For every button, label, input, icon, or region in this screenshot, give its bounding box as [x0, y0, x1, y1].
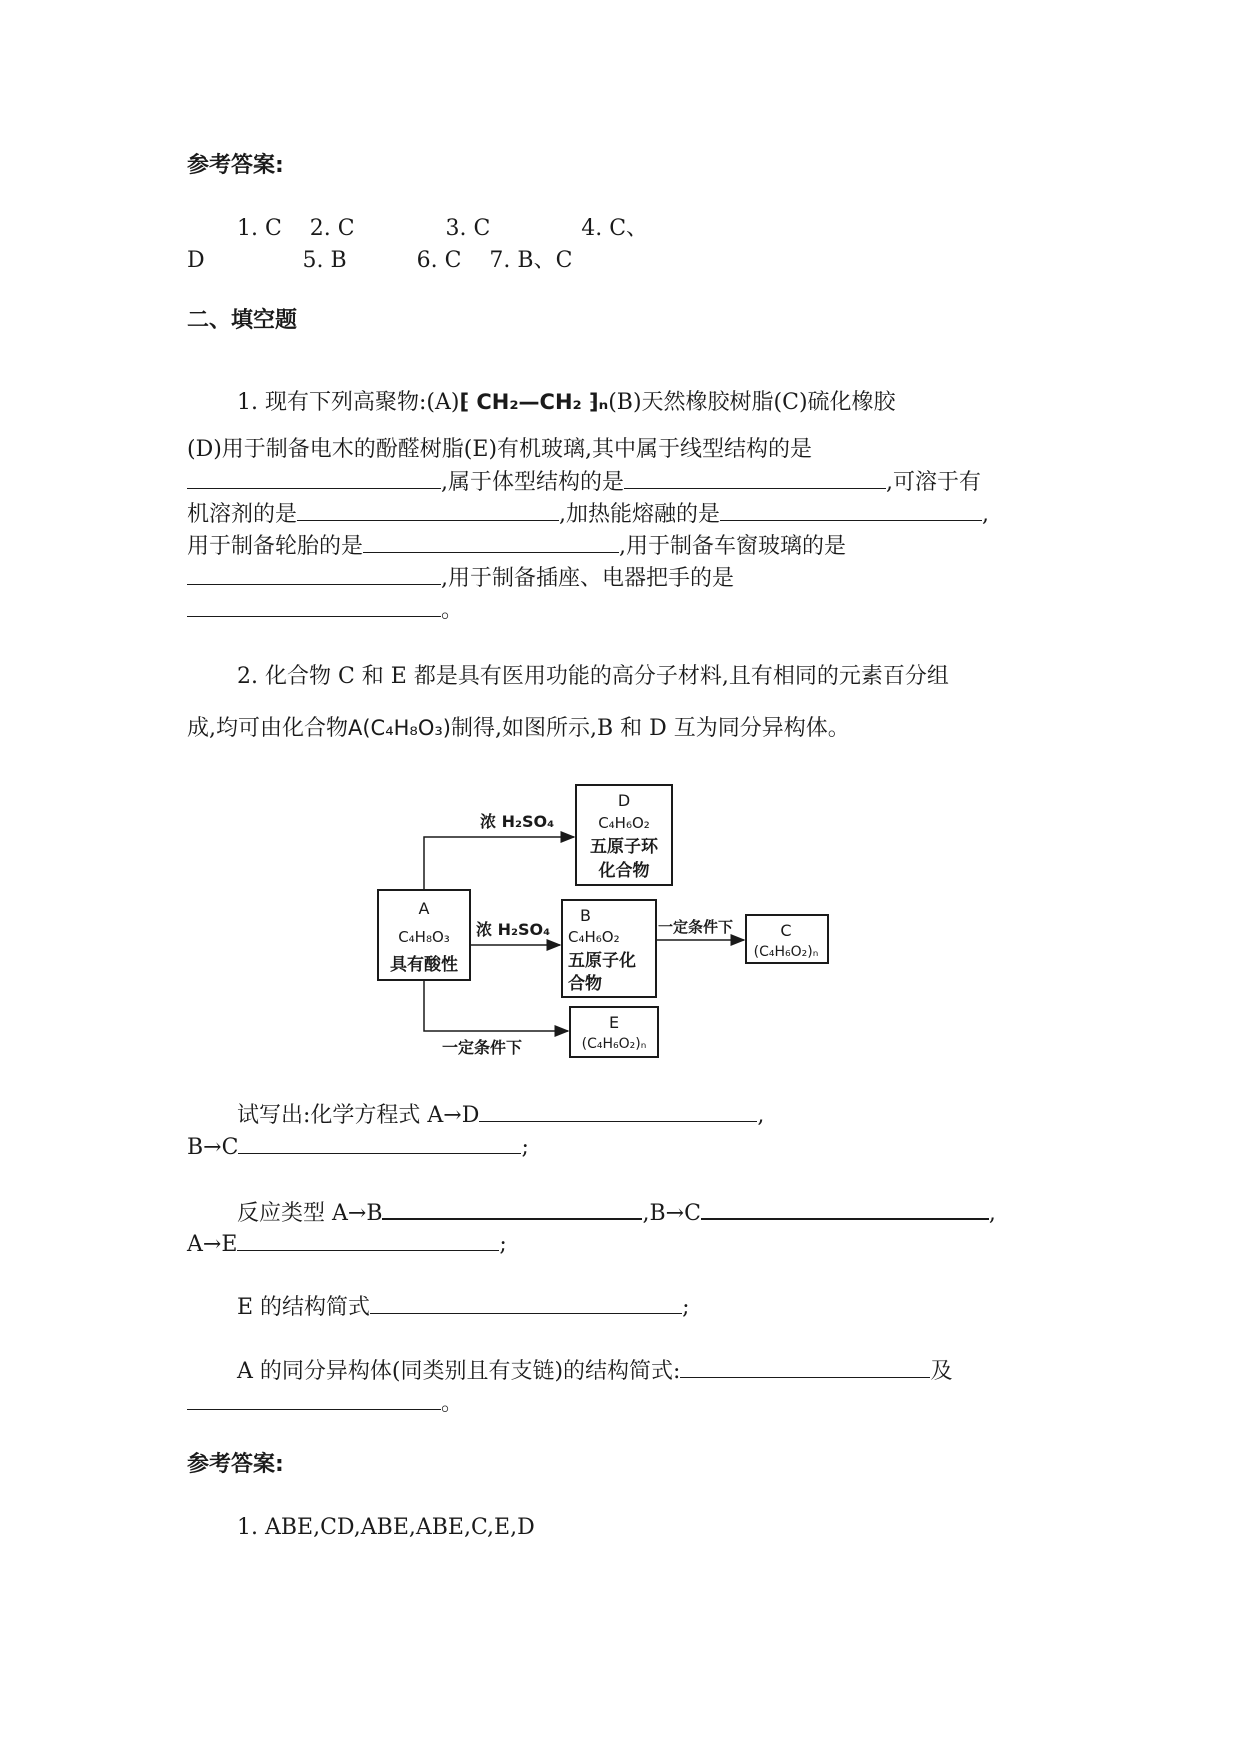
- blank-tires[interactable]: [363, 530, 619, 553]
- q1-line-5: [187, 530, 846, 563]
- box-a: [378, 890, 470, 980]
- box-b-note-2: 合物: [568, 974, 602, 994]
- q1-line-1: [187, 386, 896, 419]
- q2-rtype-mid: ,B→C: [642, 1201, 701, 1226]
- blank-b-to-c-equation[interactable]: [238, 1131, 521, 1154]
- polyethylene-formula: ⁅ CH₂—CH₂ ⁆ₙ: [459, 390, 609, 414]
- box-d: [576, 785, 672, 885]
- arrow-a-to-e-label: 一定条件下: [442, 1038, 523, 1057]
- q2-ae-line: [187, 1228, 507, 1261]
- compound-a-formula: A(C₄H₈O₃): [348, 716, 451, 740]
- blank-isomer-2[interactable]: [187, 1387, 441, 1410]
- q2-line-1: 2. 化合物 C 和 E 都是具有医用功能的高分子材料,且有相同的元素百分组: [237, 664, 949, 689]
- box-c: [746, 915, 828, 963]
- q1-line6-end: ,用于制备插座、电器把手的是: [441, 566, 734, 591]
- q1-line-2: (D)用于制备电木的酚醛树脂(E)有机玻璃,其中属于线型结构的是: [187, 437, 813, 462]
- box-e: [570, 1007, 658, 1057]
- arrow-a-to-b-label: 浓 H₂SO₄: [476, 920, 551, 939]
- blank-sockets-handles[interactable]: [187, 594, 441, 617]
- q1-line-4: [187, 498, 989, 531]
- blank-isomer-1[interactable]: [680, 1355, 930, 1378]
- q2-isomer-and: 及: [930, 1359, 953, 1384]
- answer-heading-2: 参考答案:: [187, 1452, 284, 1477]
- box-b-formula: C₄H₆O₂: [568, 928, 620, 946]
- q1-line-7: [187, 594, 463, 627]
- box-e-label: E: [608, 1013, 620, 1032]
- q1-line4-end: ,: [982, 502, 990, 527]
- q2-reaction-type-line: [187, 1196, 996, 1230]
- q2-line2-end: 制得,如图所示,B 和 D 互为同分异构体。: [451, 716, 850, 741]
- q1-suffix: (B)天然橡胶树脂(C)硫化橡胶: [608, 390, 896, 415]
- box-c-formula: (C₄H₆O₂)ₙ: [753, 944, 819, 960]
- blank-a-to-d-equation[interactable]: [479, 1099, 757, 1122]
- q2-write-start: 试写出:化学方程式 A→D: [237, 1103, 480, 1128]
- arrow-a-to-d: [424, 837, 574, 890]
- answer-q1: 1. ABE,CD,ABE,ABE,C,E,D: [237, 1515, 535, 1540]
- q2-isomer-period: 。: [441, 1391, 464, 1416]
- q2-ae-semicolon: ;: [499, 1232, 507, 1257]
- box-a-note: 具有酸性: [390, 955, 458, 975]
- q2-isomer-line: [187, 1355, 952, 1388]
- q1-line5-start: 用于制备轮胎的是: [187, 534, 364, 559]
- blank-linear-structure[interactable]: [187, 466, 441, 489]
- q2-rtype-start: 反应类型 A→B: [237, 1201, 383, 1226]
- q2-write-line: [187, 1099, 764, 1132]
- q2-bc-semicolon: ;: [521, 1135, 529, 1160]
- box-d-formula: C₄H₆O₂: [598, 814, 650, 832]
- q2-e-struct-line: [187, 1291, 689, 1324]
- box-b-note-1: 五原子化: [568, 951, 636, 971]
- q2-bc-line: [187, 1131, 529, 1164]
- blank-b-to-c-type[interactable]: [701, 1196, 989, 1220]
- section-heading-fill-blank: 二、填空题: [187, 308, 298, 333]
- q1-line-6: [187, 562, 734, 595]
- blank-soluble-organic[interactable]: [297, 498, 559, 521]
- arrow-a-to-e: [424, 980, 568, 1031]
- q1-line4-mid: ,加热能熔融的是: [559, 502, 721, 527]
- q2-e-struct-label: E 的结构简式: [237, 1295, 371, 1320]
- box-d-note-1: 五原子环: [590, 837, 658, 857]
- blank-meltable[interactable]: [720, 498, 982, 521]
- q1-line3-end: ,可溶于有: [886, 470, 981, 495]
- q2-rtype-end: ,: [988, 1201, 996, 1226]
- answers-line-1: 1. C 2. C 3. C 4. C、: [237, 216, 649, 241]
- box-c-label: C: [780, 921, 792, 940]
- box-b-label: B: [580, 906, 591, 925]
- box-a-label: A: [418, 899, 430, 918]
- q2-e-struct-semicolon: ;: [682, 1295, 690, 1320]
- box-d-label: D: [617, 791, 631, 810]
- q2-write-comma: ,: [757, 1103, 765, 1128]
- q1-prefix: 1. 现有下列高聚物:(A): [237, 390, 460, 415]
- box-b: [562, 900, 656, 997]
- blank-a-to-e-type[interactable]: [237, 1228, 499, 1251]
- blank-window-glass[interactable]: [187, 562, 441, 585]
- q1-line4-start: 机溶剂的是: [187, 502, 298, 527]
- q1-line3-mid: ,属于体型结构的是: [441, 470, 624, 495]
- answer-heading-1: 参考答案:: [187, 153, 284, 178]
- arrow-a-to-d-label: 浓 H₂SO₄: [480, 812, 555, 831]
- q2-bc-label: B→C: [187, 1135, 239, 1160]
- blank-e-structure[interactable]: [370, 1291, 682, 1314]
- box-a-formula: C₄H₈O₃: [398, 928, 450, 946]
- q2-line-2: [187, 712, 850, 745]
- q1-line7-end: 。: [441, 598, 464, 623]
- box-e-formula: (C₄H₆O₂)ₙ: [581, 1036, 647, 1052]
- blank-a-to-b-type[interactable]: [382, 1196, 642, 1220]
- blank-network-structure[interactable]: [624, 466, 886, 489]
- q2-ae-label: A→E: [187, 1232, 238, 1257]
- answers-line-2: D 5. B 6. C 7. B、C: [187, 248, 573, 273]
- reaction-scheme-diagram: [370, 780, 870, 1080]
- q2-line2-start: 成,均可由化合物: [187, 716, 348, 741]
- box-d-note-2: 化合物: [598, 861, 650, 881]
- q1-line-3: [187, 466, 981, 499]
- q1-line5-end: ,用于制备车窗玻璃的是: [619, 534, 847, 559]
- q2-isomer-line-2: [187, 1387, 463, 1420]
- q2-isomer-start: A 的同分异构体(同类别且有支链)的结构简式:: [237, 1359, 681, 1384]
- arrow-b-to-c-label: 一定条件下: [658, 918, 734, 936]
